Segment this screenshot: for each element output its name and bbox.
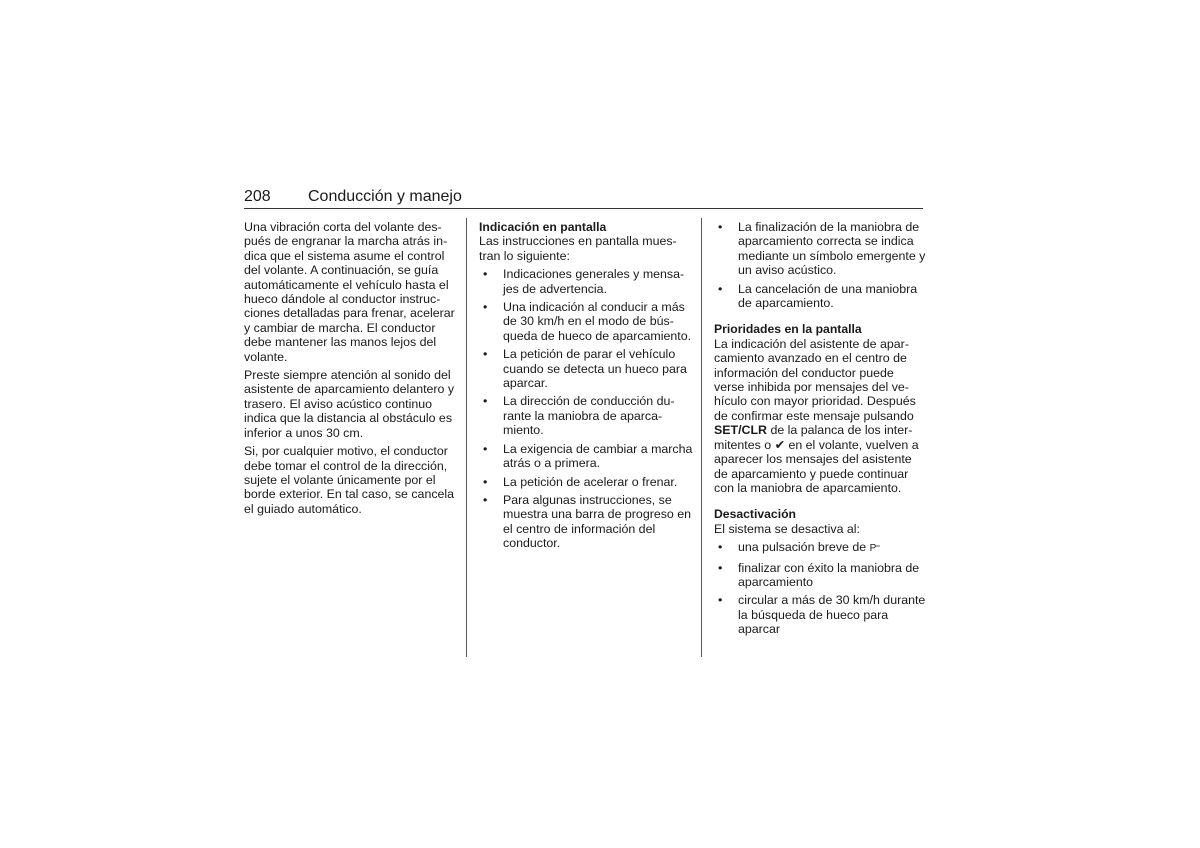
list-item-text: finalizar con éxito la maniobra de aparcamiento xyxy=(738,560,920,589)
button-name-text: SET/CLR xyxy=(714,423,768,438)
list-item-text: La finalización de la maniobra de aparcamiento correcta se indica mediante un símbolo emergente y un aviso acústico. xyxy=(738,220,926,278)
list-item xyxy=(479,442,693,471)
list-item-text: Para algunas instrucciones, se muestra una barra de progreso en el centro de información del conductor. xyxy=(503,492,692,551)
bullet-list xyxy=(714,540,926,636)
paragraph: Preste siempre atención al sonido del asistente de aparcamiento delantero y trasero. El aviso acústico continuo indica que la distancia al obstáculo es inferior a unos 30 cm. xyxy=(244,368,455,440)
bullet-list xyxy=(479,267,693,550)
bullet-icon: • xyxy=(718,281,723,296)
checkmark-icon: ✔ xyxy=(774,437,785,452)
list-item xyxy=(714,593,926,636)
bullet-icon: • xyxy=(718,560,723,575)
text-run: de la palanca de los intermitentes o xyxy=(714,423,913,452)
column-1 xyxy=(244,220,458,520)
list-item xyxy=(714,540,926,556)
list-item xyxy=(479,394,693,437)
list-item-text: circular a más de 30 km/h durante la búsqueda de hueco para aparcar xyxy=(738,593,926,637)
bullet-icon: • xyxy=(483,474,488,489)
bullet-icon: • xyxy=(483,394,488,409)
list-item xyxy=(479,347,693,390)
list-item-text: La petición de acelerar o frenar. xyxy=(503,474,678,489)
paragraph: Una vibración corta del volante después de engranar la marcha atrás indica que el sistema asume el control del volante. A continuación, se guía automáticamente el vehículo hasta el hueco dándole al conductor instrucciones detalladas para frenar, acelerar y cambiar de marcha. El conductor debe mantener las manos lejos del volante. xyxy=(244,220,455,364)
bullet-icon: • xyxy=(483,441,488,456)
bullet-icon: • xyxy=(483,492,488,507)
list-item xyxy=(479,300,693,343)
bullet-icon: • xyxy=(483,347,488,362)
page-number: 208 xyxy=(244,188,271,205)
column-divider-1 xyxy=(466,218,467,657)
text-run: La indicación del asistente de aparcamiento avanzado en el centro de información del conductor puede verse inhibida por mensajes del vehículo con mayor prioridad. Después de confirmar este mensaje pulsando xyxy=(714,336,916,423)
bullet-icon: • xyxy=(483,300,488,315)
header-rule xyxy=(244,208,923,209)
list-item xyxy=(714,282,926,311)
text-run: en el volante, vuelven a aparecer los mensajes del asistente de aparcamiento y puede continuar con la maniobra de aparcamiento. xyxy=(714,437,919,495)
list-item xyxy=(479,475,693,489)
paragraph xyxy=(714,337,926,495)
list-item xyxy=(714,561,926,590)
list-item-text: La cancelación de una maniobra de aparcamiento. xyxy=(738,281,918,311)
list-item-text: Una indicación al conducir a más de 30 km/h en el modo de búsqueda de hueco de aparcamiento. xyxy=(503,300,692,343)
column-2 xyxy=(479,220,693,555)
bullet-icon: • xyxy=(718,593,723,608)
list-item-text: La exigencia de cambiar a marcha atrás o a primera. xyxy=(503,441,693,471)
bullet-list xyxy=(714,220,926,310)
page-header xyxy=(244,188,924,210)
list-item xyxy=(479,267,693,296)
section-heading: Desactivación xyxy=(714,507,796,522)
column-divider-2 xyxy=(701,218,702,657)
list-item-text: una pulsación breve de xyxy=(738,540,870,555)
list-item-text: La dirección de conducción durante la maniobra de aparcamiento. xyxy=(503,394,675,438)
bullet-icon: • xyxy=(483,267,488,282)
section-heading: Prioridades en la pantalla xyxy=(714,322,862,337)
list-item xyxy=(714,220,926,278)
bullet-icon: • xyxy=(718,220,723,234)
section-heading: Indicación en pantalla xyxy=(479,220,607,234)
list-item-text: La petición de parar el vehículo cuando se detecta un hueco para aparcar. xyxy=(503,347,687,391)
park-assist-icon: P⁼ xyxy=(869,543,880,555)
chapter-title: Conducción y manejo xyxy=(308,188,462,205)
list-item xyxy=(479,493,693,551)
column-3 xyxy=(714,220,926,641)
list-item-text: Indicaciones generales y mensajes de advertencia. xyxy=(503,267,685,296)
paragraph: Las instrucciones en pantalla muestran lo siguiente: xyxy=(479,234,677,263)
paragraph: Si, por cualquier motivo, el conductor debe tomar el control de la dirección, sujete el volante únicamente por el borde exterior. En tal caso, se cancela el guiado automático. xyxy=(244,444,455,516)
paragraph: El sistema se desactiva al: xyxy=(714,521,860,536)
bullet-icon: • xyxy=(718,540,723,555)
